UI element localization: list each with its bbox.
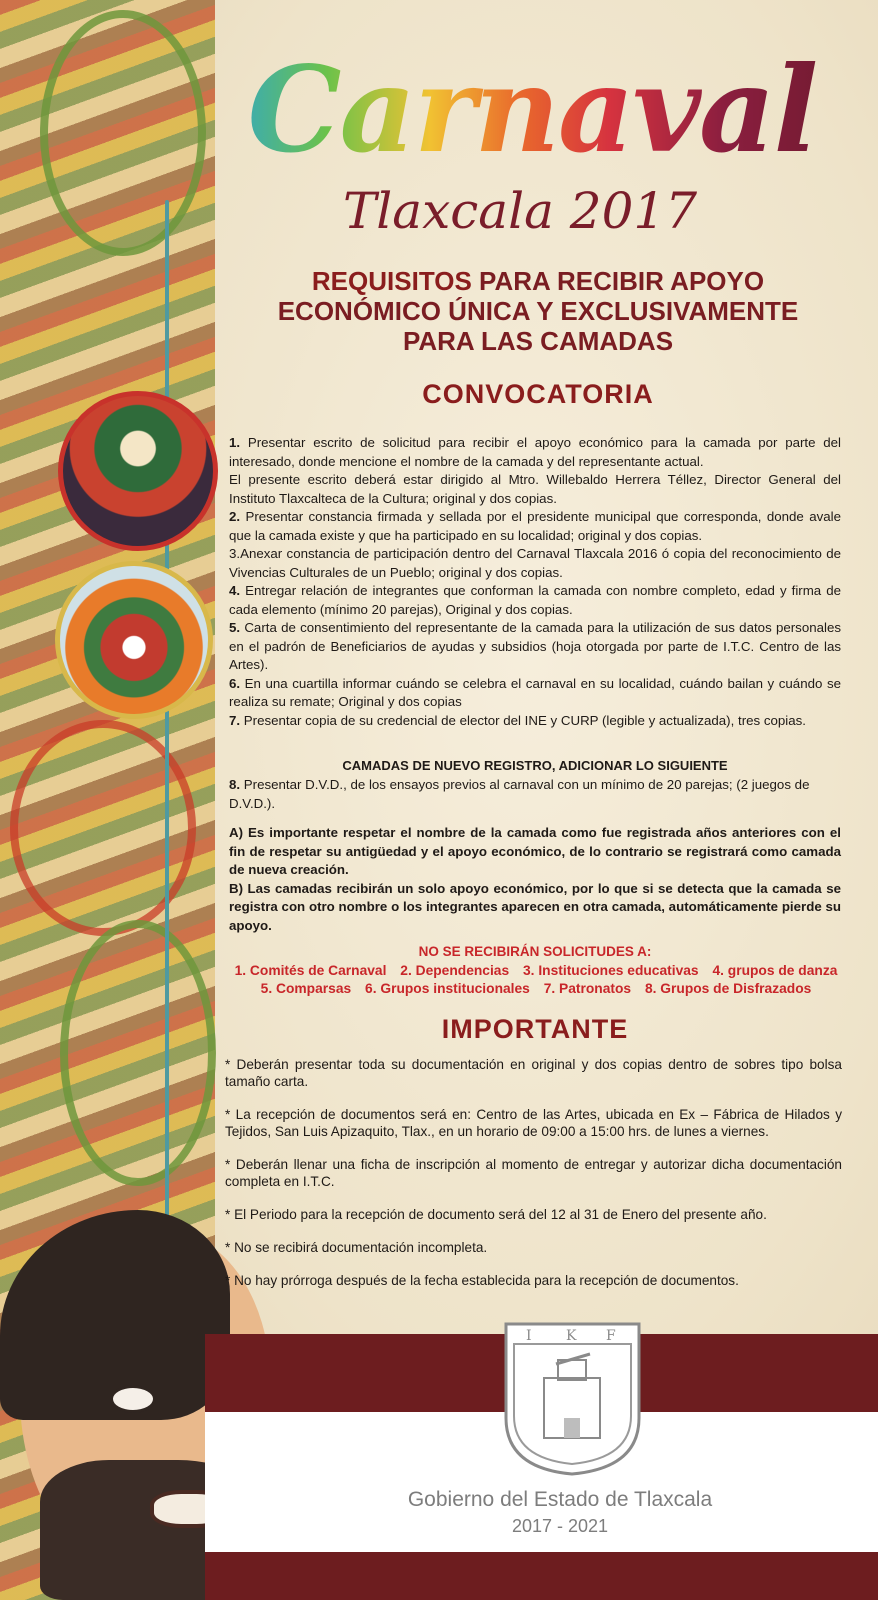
poster-title: Carnaval [212, 40, 852, 180]
requirement-item: 5. Carta de consentimiento del representante de la camada para la utilización de sus datos personales en el padrón de Beneficiarios de ayudas y subsidios (hoja otorgada por parte de I.T.C. Centro de las Artes). [229, 620, 841, 672]
shield-letter: F [606, 1328, 616, 1344]
headline-line-2: ECONÓMICO ÚNICA Y EXCLUSIVAMENTE [277, 296, 799, 326]
not-accepted-heading: NO SE RECIBIRÁN SOLICITUDES A: [418, 944, 652, 959]
tlaxcala-shield-logo [500, 1318, 645, 1478]
paisley-ornament [40, 10, 206, 256]
requirement-item: 2. Presentar constancia firmada y sellada por el presidente municipal que corresponda, donde avale que la camada existe y que ha participado en su localidad; original y dos copias. [229, 509, 841, 543]
not-accepted-item: 4. grupos de danza [712, 963, 838, 978]
note-b: B) Las camadas recibirán un solo apoyo económico, por lo que si se detecta que la camada se registra con otro nombre o los integrantes aparecen en otra camada, automáticamente pierde su apoyo. [229, 880, 841, 933]
new-registration-heading: CAMADAS DE NUEVO REGISTRO, ADICIONAR LO SIGUIENTE [342, 758, 728, 773]
importante-item: * No se recibirá documentación incompleta. [225, 1240, 488, 1255]
not-accepted-item: 8. Grupos de Disfrazados [644, 981, 812, 996]
importante-item: * La recepción de documentos será en: Centro de las Artes, ubicada en Ex – Fábrica de Hilados y Tejidos, San Luis Apizaquito, Tlax., en un horario de 09:00 a 15:00 hrs. de lunes a viernes. [225, 1107, 842, 1139]
importante-heading: IMPORTANTE [441, 1014, 629, 1044]
not-accepted-item: 3. Instituciones educativas [523, 963, 699, 978]
shield-letter: K [566, 1328, 577, 1344]
shield-letter: I [526, 1328, 532, 1344]
paisley-ornament [60, 920, 216, 1186]
requirement-item: 3.Anexar constancia de participación dentro del Carnaval Tlaxcala 2016 ó copia del reconocimiento de Vivencias Culturales de un Pueblo; original y dos copias. [229, 546, 841, 580]
teal-divider [165, 200, 169, 1330]
headline-line-1: PARA RECIBIR APOYO [479, 266, 765, 296]
poster-subtitle: Tlaxcala 2017 [342, 182, 698, 240]
government-years: 2017 - 2021 [511, 1516, 609, 1536]
importante-item: * Deberán presentar toda su documentación en original y dos copias dentro de sobres tipo bolsa tamaño carta. [225, 1057, 842, 1089]
dancer-photo-1 [58, 391, 218, 551]
headline [238, 266, 838, 356]
headline-strong: REQUISITOS [311, 266, 472, 296]
note-a: A) Es importante respetar el nombre de la camada como fue registrada años anteriores con el fin de respetar su antigüedad y el apoyo económico, de lo contrario se registrará como camada de nueva creación. [229, 825, 841, 877]
new-registration-item: 8. Presentar D.V.D., de los ensayos previos al carnaval con un mínimo de 20 parejas; (2 juegos de D.V.D.). [229, 777, 810, 811]
not-accepted-item: 2. Dependencias [400, 963, 510, 978]
requirement-item: 7. Presentar copia de su credencial de elector del INE y CURP (legible y actualizada), tres copias. [229, 712, 806, 728]
requirement-item: 6. En una cuartilla informar cuándo se celebra el carnaval en su localidad, cuándo bailan y cuándo se realiza su remate; Original y dos copias [229, 675, 841, 709]
requirement-item: 4. Entregar relación de integrantes que conforman la camada con nombre completo, edad y firma de cada elemento (mínimo 20 parejas), Original y dos copias. [229, 583, 841, 617]
importante-item: * Deberán llenar una ficha de inscripción al momento de entregar y autorizar dicha documentación completa en I.T.C. [225, 1157, 842, 1189]
not-accepted-list [216, 962, 856, 998]
not-accepted-item: 6. Grupos institucionales [365, 981, 530, 996]
important-notes [229, 824, 841, 935]
requirements-list [229, 434, 841, 730]
importante-item: * El Periodo para la recepción de documento será del 12 al 31 de Enero del presente año. [225, 1207, 767, 1222]
importante-item: * No hay prórroga después de la fecha establecida para la recepción de documentos. [225, 1273, 739, 1288]
importante-list [225, 1056, 842, 1305]
dancer-photo-2 [55, 561, 213, 719]
headline-line-3: PARA LAS CAMADAS [402, 326, 674, 356]
not-accepted-item: 5. Comparsas [260, 981, 352, 996]
not-accepted-item: 1. Comités de Carnaval [234, 963, 387, 978]
requirement-item: 1. Presentar escrito de solicitud para recibir el apoyo económico para la camada por parte del interesado, donde mencione el nombre de la camada y del representante actual. [229, 435, 841, 469]
requirement-item: El presente escrito deberá estar dirigido al Mtro. Willebaldo Herrera Téllez, Director General del Instituto Tlaxcalteca de la Cultura; original y dos copias. [229, 472, 841, 506]
government-name: Gobierno del Estado de Tlaxcala [407, 1488, 713, 1511]
not-accepted-item: 7. Patronatos [543, 981, 632, 996]
convocatoria-heading: CONVOCATORIA [422, 379, 654, 409]
footer-band-bottom [205, 1552, 878, 1600]
